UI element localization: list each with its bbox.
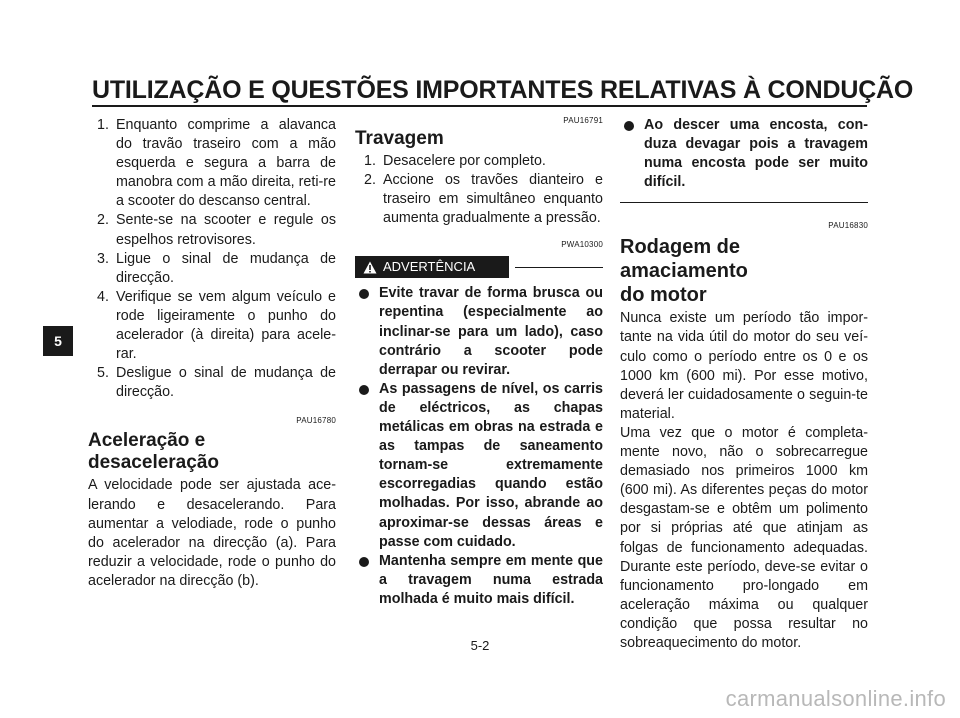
list-item: Evite travar de forma brusca ou repentina (especialmente ao inclinar-se para um lado), caso contrário a scooter pode derrapar ou revirar. — [355, 284, 603, 379]
watermark-text: carmanualsonline.info — [725, 686, 946, 711]
list-item: 4. Verifique se vem algum veículo e rode ligeiramente o punho do acelerador (à direita) para acele-rar. — [97, 288, 336, 363]
warning-bullets-continued — [620, 116, 868, 192]
page-number: 5-2 — [470, 638, 490, 653]
warning-end-rule — [620, 202, 868, 203]
section-code: PAU16791 — [563, 116, 603, 125]
section-code: PAU16830 — [828, 221, 868, 231]
column-2 — [355, 116, 603, 609]
list-item: 2. Accione os travões dianteiro e traseiro em simultâneo enquanto aumenta gradualmente a pressão. — [364, 172, 603, 227]
bullet-dot-icon — [624, 121, 634, 131]
break-in-paragraph-2: Uma vez que o motor é completa-mente novo, não o sobrecarregue demasiado nos primeiros 1000 km (600 mi). As diferentes peças do motor desgastam-se e obtêm um polimento por si próprias até que atinjam as folgas de funcionamento adequadas. Durante este período, deve-se evitar o funcionamento pro-longado em aceleração máxima ou qualquer condição que possa resultar no sobreaquecimento do motor. — [620, 424, 868, 651]
warning-triangle-icon — [363, 261, 377, 274]
column-3 — [620, 116, 868, 653]
acceleration-paragraph: A velocidade pode ser ajustada ace-lerando e desacelerando. Para aumentar a velodiade, rode o punho do acelerador na direcção (a). Para reduzir a velocidade, rode o punho do acelerador na direcção (b). — [88, 477, 336, 589]
braking-steps-list — [355, 152, 603, 228]
list-item: Mantenha sempre em mente que a travagem numa estrada molhada é muito mais difícil. — [355, 552, 603, 609]
chapter-tab: 5 — [43, 326, 73, 356]
warning-bullets — [355, 284, 603, 609]
list-item: 1. Desacelere por completo. — [364, 153, 546, 169]
list-item: 3. Ligue o sinal de mudança de direcção. — [97, 250, 336, 286]
starting-steps-list — [88, 116, 336, 402]
bullet-dot-icon — [359, 289, 369, 299]
bullet-dot-icon — [359, 557, 369, 567]
list-item: 1. Enquanto comprime a alavanca do travão traseiro com a mão esquerda e segura a barra de manobra com a mão direita, reti-re a scooter do descanso central. — [97, 117, 336, 210]
column-1 — [88, 116, 336, 591]
list-item: As passagens de nível, os carris de eléctricos, as chapas metálicas em obras na estrada e as tampas de saneamento tornam-se extremamente escorregadias quando estão molhadas. Por isso, abrande ao aproximar-se dessas áreas e passe com cuidado. — [355, 380, 603, 552]
bullet-dot-icon — [359, 385, 369, 395]
warning-rule — [515, 267, 603, 268]
section-code: PAU16780 — [296, 416, 336, 426]
warning-badge — [355, 256, 509, 278]
list-item: 2. Sente-se na scooter e regule os espelhos retrovisores. — [97, 212, 336, 248]
section-heading-break-in: Rodagem de amaciamento do motor — [620, 236, 748, 307]
header-rule — [92, 105, 867, 107]
section-heading-braking: Travagem — [355, 128, 444, 149]
warning-code: PWA10300 — [561, 240, 603, 250]
section-heading-acceleration: Aceleração e desaceleração — [88, 430, 219, 474]
page-header-title: UTILIZAÇÃO E QUESTÕES IMPORTANTES RELATIVAS À CONDUÇÃO — [92, 76, 914, 104]
warning-label: ADVERTÊNCIA — [383, 259, 476, 275]
warning-header — [355, 256, 603, 278]
list-item: Ao descer uma encosta, con-duza devagar pois a travagem numa encosta pode ser muito difícil. — [620, 116, 868, 192]
break-in-paragraph-1: Nunca existe um período tão impor-tante na vida útil do motor do seu veí-culo como o período entre os 0 e os 1000 km (600 mi). Por esse motivo, deverá ler cuidadosamente o seguin-te material. — [620, 310, 868, 422]
list-item: 5. Desligue o sinal de mudança de direcção. — [97, 365, 336, 401]
